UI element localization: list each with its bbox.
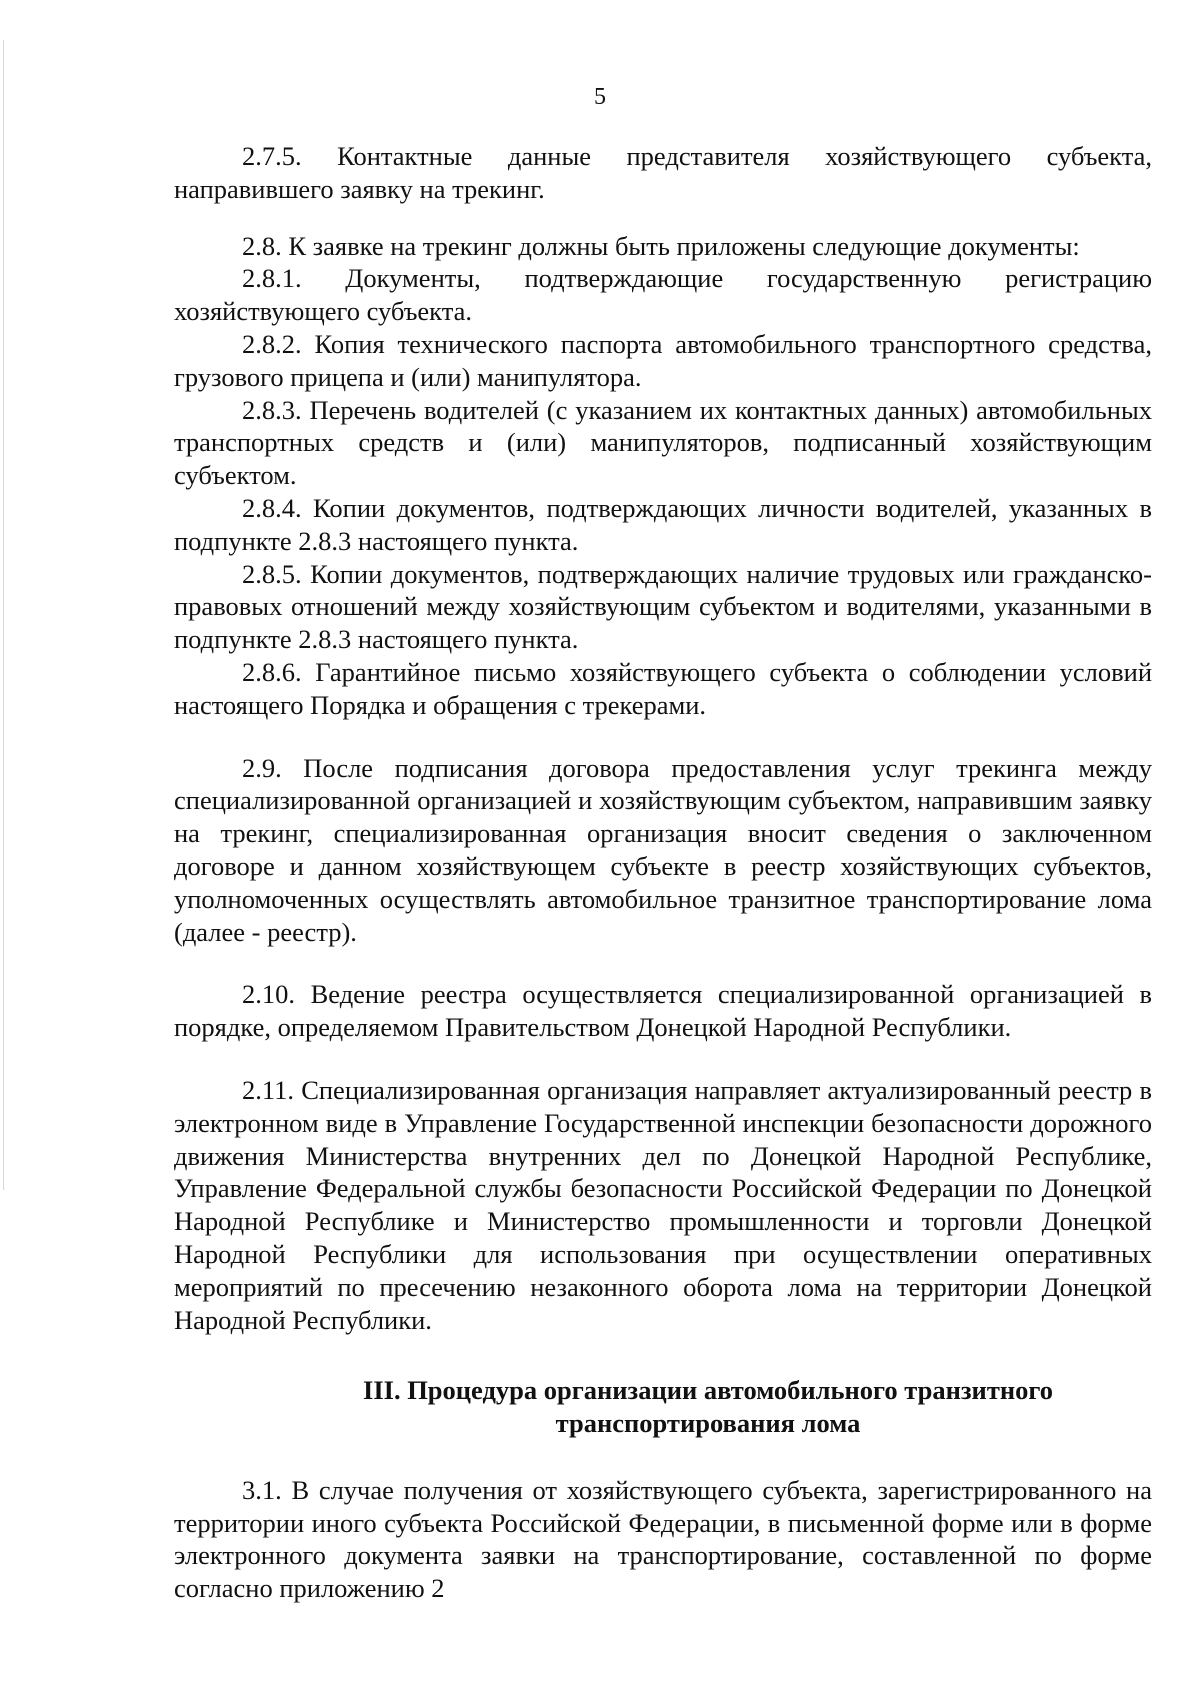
paragraph-2-8: 2.8. К заявке на трекинг должны быть приложены следующие документы: <box>242 230 1080 261</box>
paragraph-2-7-5: 2.7.5. Контактные данные представителя хозяйствующего субъекта, направившего заявку на трекинг. <box>174 141 1152 204</box>
paragraph-2-8-6: 2.8.6. Гарантийное письмо хозяйствующего субъекта о соблюдении условий настоящего Порядка и обращения с трекерами. <box>174 656 1152 720</box>
paragraph-2-8-1: 2.8.1. Документы, подтверждающие государственную регистрацию хозяйствующего субъекта. <box>174 263 1152 327</box>
paragraph-3-1: 3.1. В случае получения от хозяйствующего субъекта, зарегистрированного на территории иного субъекта Российской Федерации, в письменной форме или в форме электронного документа заявки на транспортирование, составленной по форме согласно приложению 2 <box>174 1474 1152 1604</box>
paragraph-2-8-3: 2.8.3. Перечень водителей (с указанием их контактных данных) автомобильных транспортных средств и (или) манипуляторов, подписанный хозяйствующим субъектом. <box>174 394 1152 491</box>
paragraph-2-8-4: 2.8.4. Копии документов, подтверждающих личности водителей, указанных в подпункте 2.8.3 настоящего пункта. <box>174 492 1152 556</box>
section-heading: III. Процедура организации автомобильного транзитного транспортирования лома <box>363 1375 1053 1439</box>
paragraph-2-8-5: 2.8.5. Копии документов, подтверждающих наличие трудовых или гражданско-правовых отношений между хозяйствующим субъектом и водителями, указанными в подпункте 2.8.3 настоящего пункта. <box>174 558 1152 655</box>
paragraph-2-9: 2.9. После подписания договора предоставления услуг трекинга между специализированной организацией и хозяйствующим субъектом, направившим заявку на трекинг, специализированная организация вносит сведения о заключенном договоре и данном хозяйствующем субъекте в реестр хозяйствующих субъектов, уполномоченных осуществлять автомобильное транзитное транспортирование лома (далее - реестр). <box>174 752 1152 947</box>
paragraph-2-8-2: 2.8.2. Копия технического паспорта автомобильного транспортного средства, грузового прицепа и (или) манипулятора. <box>174 328 1152 392</box>
document-body <box>174 140 1152 1605</box>
page-number: 5 <box>594 84 606 110</box>
paragraph-2-10: 2.10. Ведение реестра осуществляется специализированной организацией в порядке, определяемом Правительством Донецкой Народной Республики. <box>174 979 1152 1043</box>
paragraph-2-11: 2.11. Специализированная организация направляет актуализированный реестр в электронном виде в Управление Государственной инспекции безопасности дорожного движения Министерства внутренних дел по Донецкой Народной Республике, Управление Федеральной службы безопасности Российской Федерации по Донецкой Народной Республике и Министерство промышленности и торговли Донецкой Народной Республики для использования при осуществлении оперативных мероприятий по пресечению незаконного оборота лома на территории Донецкой Народной Республики. <box>174 1074 1152 1335</box>
scan-edge-line <box>3 40 4 1190</box>
